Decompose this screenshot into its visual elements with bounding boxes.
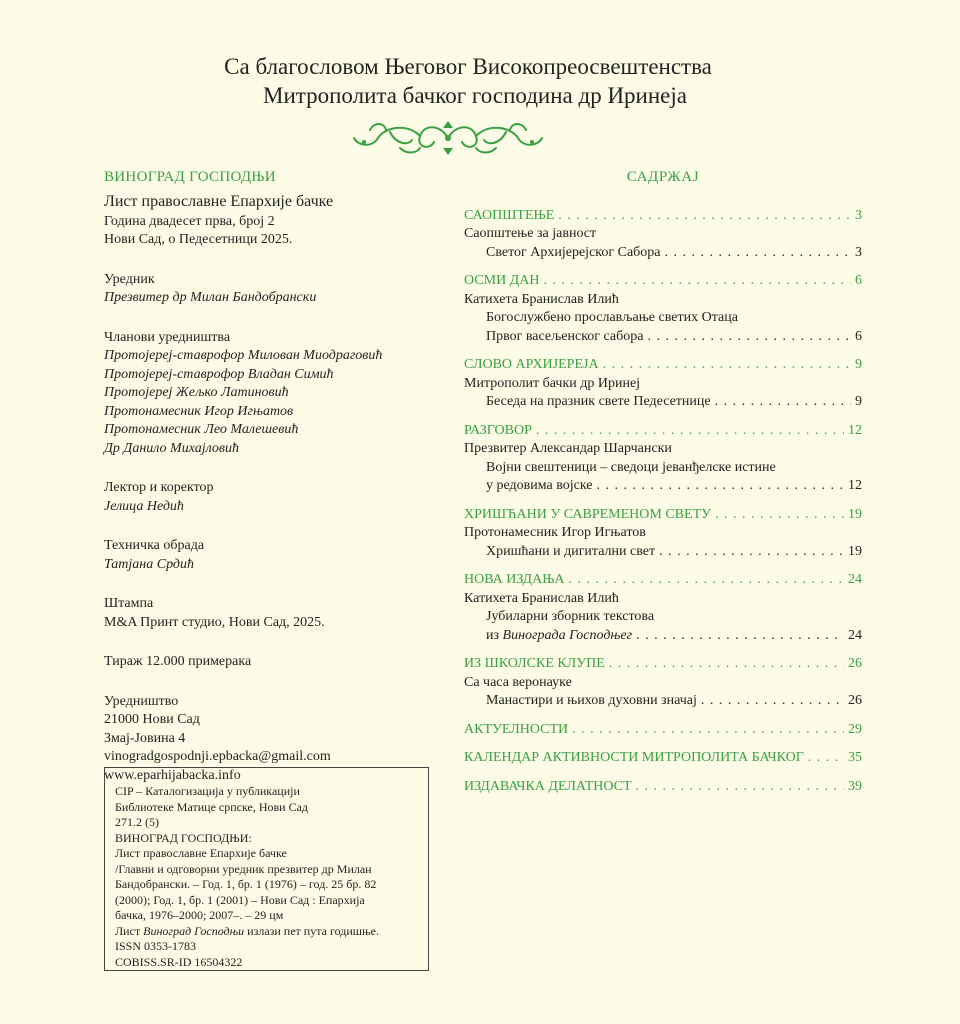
cip-box (104, 767, 429, 971)
toc-section-iz-skolske-klupe[interactable]: ИЗ ШКОЛСКЕ КЛУПЕ . . . 26 (464, 655, 862, 674)
board-member: Протојереј Жељко Латиновић (104, 385, 289, 400)
toc-section-izdavacka[interactable]: ИЗДАВАЧКА ДЕЛАТНОСТ . . . 39 (464, 778, 862, 797)
cip-frequency: Лист Виноград Господњи излази пет пута годишње. (115, 923, 379, 938)
office-street: Змај-Јовина 4 (104, 730, 186, 746)
cip-line: (2000); Год. 1, бр. 1 (2001) – Нови Сад : Епархија (115, 892, 365, 907)
publication-subtitle: Лист православне Епархије бачке (104, 192, 334, 210)
toc-section-saopstenje[interactable]: САОПШТЕЊЕ . . . 3 (464, 207, 862, 226)
tech-label: Техничка обрада (104, 538, 205, 553)
toc-title: САДРЖАЈ (626, 169, 700, 185)
office-email[interactable]: vinogradgospodnji.epbacka@gmail.com (104, 749, 331, 764)
board-member: Протојереј-ставрофор Владан Симић (104, 366, 334, 382)
tech-name: Татјана Срдић (104, 556, 194, 572)
toc-section-hriscani[interactable]: ХРИШЋАНИ У САВРЕМЕНОМ СВЕТУ . . . 19 (464, 506, 862, 525)
editor-name: Презвитер др Милан Бандобрански (104, 290, 317, 305)
cip-line: CIP – Каталогизација у публикацији (115, 784, 300, 798)
blessing-line-1: Са благословом Његовог Високопреосвештенства (224, 54, 712, 79)
lector-label: Лектор и коректор (104, 480, 214, 495)
board-member: Протонамесник Лео Малешевић (104, 422, 299, 437)
toc-entry: Катихета Бранислав Илић Богослужбено прослављање светих Отаца Првог васељенског сабора . . . 6 (464, 291, 862, 347)
office-city: 21000 Нови Сад (104, 712, 200, 727)
masthead-column (104, 168, 434, 785)
board-member: Протонамесник Игор Игњатов (104, 403, 294, 419)
toc-section-slovo-arhijereja[interactable]: СЛОВО АРХИЈЕРЕЈА . . . 9 (464, 356, 862, 375)
office-label: Уредништво (104, 693, 179, 709)
publication-title: ВИНОГРАД ГОСПОДЊИ (104, 169, 276, 185)
cip-line: /Главни и одговорни уредник презвитер др Милан (115, 861, 372, 876)
cip-line: 271.2 (5) (115, 815, 159, 829)
board-label: Чланови уредништва (104, 329, 231, 345)
cip-line: ВИНОГРАД ГОСПОДЊИ: (115, 830, 252, 845)
cip-line: бачка, 1976–2000; 2007–. – 29 цм (115, 908, 284, 922)
floral-ornament-icon (350, 118, 546, 158)
toc-section-razgovor[interactable]: РАЗГОВОР . . . 12 (464, 422, 862, 441)
issue-info: Година двадесет прва, број 2 (104, 213, 275, 229)
editor-label: Уредник (104, 271, 155, 287)
toc-section-kalendar[interactable]: КАЛЕНДАР АКТИВНОСТИ МИТРОПОЛИТА БАЧКОГ . . . 35 (464, 749, 862, 768)
blessing-header (0, 52, 960, 110)
board-member: Протојереј-ставрофор Милован Миодраговић (104, 348, 383, 363)
blessing-line-2: Митрополита бачког господина др Иринеја (263, 83, 687, 108)
place-date: Нови Сад, о Педесетници 2025. (104, 232, 293, 247)
office-website[interactable]: www.eparhijabacka.info (104, 767, 241, 783)
cip-line: Библиотеке Матице српске, Нови Сад (115, 799, 309, 814)
cip-cobiss: COBISS.SR-ID 16504322 (115, 954, 243, 969)
toc-entry: Катихета Бранислав Илић Јубиларни зборник текстова из Винограда Господњег . . . 24 (464, 590, 862, 646)
toc-entry: Презвитер Александар Шарчански Војни свештеници – сведоци јеванђелске истине у редовима војске . . . 12 (464, 440, 862, 496)
cip-line: Бандобрански. – Год. 1, бр. 1 (1976) – год. 25 бр. 82 (115, 877, 377, 891)
board-member: Др Данило Михајловић (104, 440, 239, 456)
print-label: Штампа (104, 596, 154, 611)
toc-entry: Саопштење за јавност Светог Архијерејског Сабора . . . 3 (464, 225, 862, 262)
lector-name: Јелица Недић (104, 498, 184, 514)
table-of-contents (464, 168, 862, 806)
toc-section-nova-izdanja[interactable]: НОВА ИЗДАЊА . . . 24 (464, 571, 862, 590)
toc-entry: Митрополит бачки др Иринеј Беседа на празник свете Педесетнице . . . 9 (464, 375, 862, 412)
cip-issn: ISSN 0353-1783 (115, 939, 197, 953)
toc-section-aktuelnosti[interactable]: АКТУЕЛНОСТИ . . . 29 (464, 721, 862, 740)
toc-entry: Протонамесник Игор Игњатов Хришћани и дигитални свет . . . 19 (464, 524, 862, 561)
toc-section-osmi-dan[interactable]: ОСМИ ДАН . . . 6 (464, 272, 862, 291)
print-info: M&A Принт студио, Нови Сад, 2025. (104, 614, 325, 630)
cip-line: Лист православне Епархије бачке (115, 846, 287, 860)
circulation: Тираж 12.000 примерака (104, 654, 252, 669)
toc-entry: Са часа веронауке Манастири и њихов духовни значај . . . 26 (464, 674, 862, 711)
